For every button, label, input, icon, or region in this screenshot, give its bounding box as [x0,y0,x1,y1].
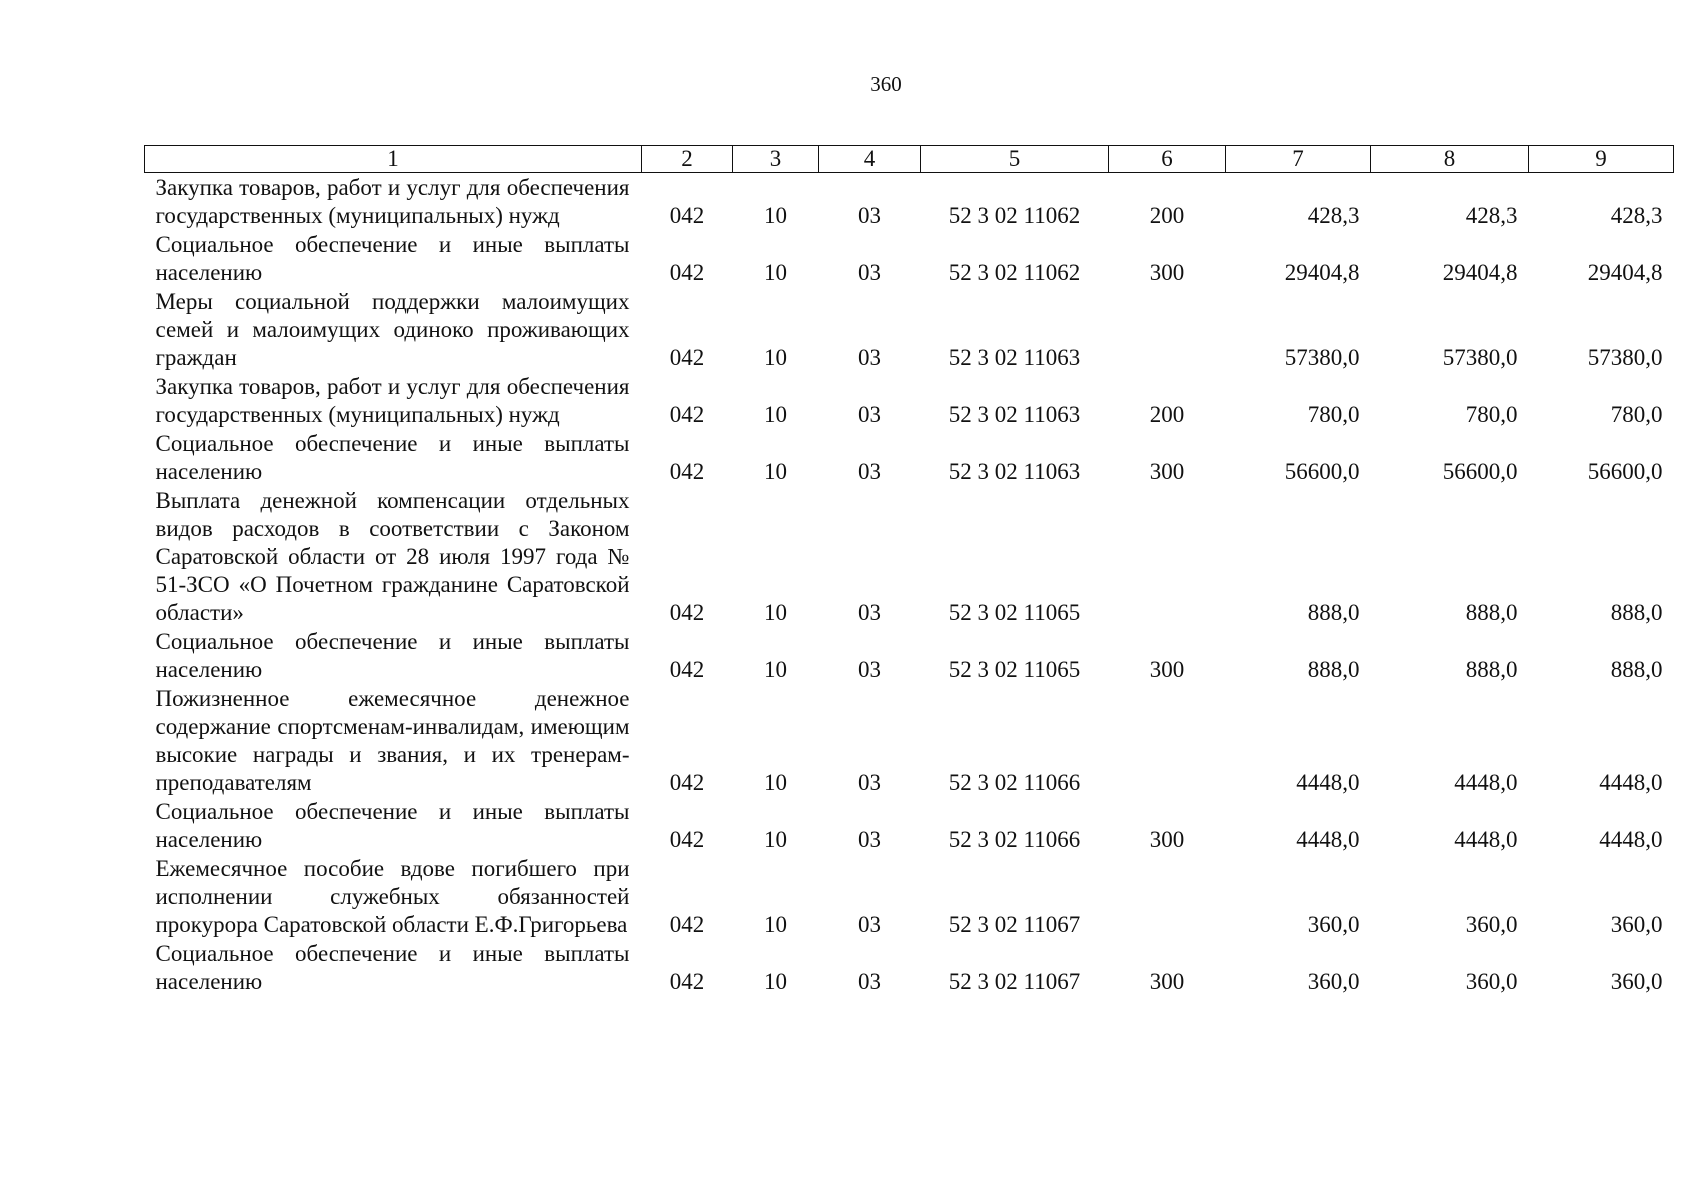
cell-expense-type: 200 [1149,203,1185,228]
cell-amount-9: 360,0 [1610,969,1663,994]
cell-amount-9: 29404,8 [1587,260,1663,285]
cell-expense-type [1109,854,1226,939]
cell-target-code: 52 3 02 11063 [948,459,1081,484]
row-description: Меры социальной поддержки малоимущих семей и малоимущих одиноко проживающих граждан [155,289,630,370]
header-col-6: 6 [1109,146,1226,173]
cell-amount-9: 4448,0 [1599,827,1663,852]
cell-amount-7: 4448,0 [1296,827,1360,852]
cell-amount-7: 780,0 [1307,402,1360,427]
cell-section: 10 [764,260,787,285]
cell-amount-8: 360,0 [1465,969,1518,994]
cell-amount-9: 56600,0 [1587,459,1663,484]
header-col-1: 1 [145,146,642,173]
cell-ministry: 042 [669,345,705,370]
cell-expense-type: 300 [1149,260,1185,285]
table-row [145,429,1674,486]
row-description: Закупка товаров, работ и услуг для обеспечения государственных (муниципальных) нужд [155,374,630,427]
table-row [145,230,1674,287]
cell-amount-8: 888,0 [1465,600,1518,625]
cell-subsection: 03 [858,600,881,625]
table-row [145,372,1674,429]
table-row [145,486,1674,627]
table-row [145,287,1674,372]
cell-amount-9: 428,3 [1610,203,1663,228]
cell-subsection: 03 [858,345,881,370]
budget-table [144,145,1674,996]
cell-ministry: 042 [669,260,705,285]
cell-amount-9: 888,0 [1610,657,1663,682]
cell-amount-7: 29404,8 [1284,260,1360,285]
cell-subsection: 03 [858,459,881,484]
cell-expense-type [1109,287,1226,372]
cell-expense-type: 200 [1149,402,1185,427]
cell-amount-7: 888,0 [1307,657,1360,682]
cell-target-code: 52 3 02 11062 [948,260,1081,285]
cell-subsection: 03 [858,203,881,228]
table-row [145,173,1674,231]
row-description: Выплата денежной компенсации отдельных видов расходов в соответствии с Законом Саратовской области от 28 июля 1997 года № 51-ЗСО «О Почетном гражданине Саратовской области» [155,488,630,625]
cell-subsection: 03 [858,969,881,994]
cell-ministry: 042 [669,402,705,427]
cell-expense-type [1109,684,1226,797]
cell-section: 10 [764,657,787,682]
cell-target-code: 52 3 02 11063 [948,402,1081,427]
cell-ministry: 042 [669,912,705,937]
cell-target-code: 52 3 02 11067 [948,912,1081,937]
table-row [145,939,1674,996]
header-col-9: 9 [1529,146,1674,173]
cell-section: 10 [764,345,787,370]
cell-amount-7: 428,3 [1307,203,1360,228]
cell-ministry: 042 [669,827,705,852]
row-description: Социальное обеспечение и иные выплаты населению [155,232,630,285]
cell-subsection: 03 [858,827,881,852]
cell-amount-8: 780,0 [1465,402,1518,427]
cell-amount-7: 360,0 [1307,969,1360,994]
cell-amount-7: 56600,0 [1284,459,1360,484]
cell-expense-type: 300 [1149,827,1185,852]
table-row [145,797,1674,854]
cell-amount-7: 360,0 [1307,912,1360,937]
cell-amount-8: 57380,0 [1442,345,1518,370]
cell-subsection: 03 [858,260,881,285]
cell-amount-8: 56600,0 [1442,459,1518,484]
cell-subsection: 03 [858,912,881,937]
cell-section: 10 [764,459,787,484]
header-col-2: 2 [642,146,733,173]
cell-ministry: 042 [669,459,705,484]
cell-ministry: 042 [669,600,705,625]
cell-expense-type: 300 [1149,969,1185,994]
cell-ministry: 042 [669,969,705,994]
cell-target-code: 52 3 02 11066 [948,827,1081,852]
cell-amount-8: 4448,0 [1454,770,1518,795]
cell-amount-7: 57380,0 [1284,345,1360,370]
cell-section: 10 [764,912,787,937]
row-description: Ежемесячное пособие вдове погибшего при исполнении служебных обязанностей прокурора Саратовской области Е.Ф.Григорьева [155,856,630,937]
row-description: Социальное обеспечение и иные выплаты населению [155,431,630,484]
cell-amount-8: 360,0 [1465,912,1518,937]
cell-ministry: 042 [669,203,705,228]
page-number: 360 [870,72,902,96]
header-col-8: 8 [1371,146,1529,173]
cell-expense-type [1109,486,1226,627]
cell-amount-9: 888,0 [1610,600,1663,625]
cell-amount-9: 780,0 [1610,402,1663,427]
header-col-3: 3 [733,146,819,173]
row-description: Социальное обеспечение и иные выплаты населению [155,799,630,852]
cell-ministry: 042 [669,770,705,795]
header-row [145,146,1674,173]
cell-section: 10 [764,600,787,625]
cell-amount-8: 29404,8 [1442,260,1518,285]
header-col-4: 4 [819,146,921,173]
cell-amount-7: 4448,0 [1296,770,1360,795]
cell-target-code: 52 3 02 11062 [948,203,1081,228]
cell-amount-9: 4448,0 [1599,770,1663,795]
row-description: Социальное обеспечение и иные выплаты населению [155,941,630,994]
budget-table-container [144,145,1674,996]
header-col-5: 5 [921,146,1109,173]
cell-amount-9: 360,0 [1610,912,1663,937]
cell-amount-7: 888,0 [1307,600,1360,625]
cell-target-code: 52 3 02 11065 [948,600,1081,625]
cell-amount-9: 57380,0 [1587,345,1663,370]
cell-amount-8: 888,0 [1465,657,1518,682]
cell-section: 10 [764,402,787,427]
row-description: Пожизненное ежемесячное денежное содержание спортсменам-инвалидам, имеющим высокие награды и звания, и их тренерам-преподавателям [155,686,630,795]
cell-subsection: 03 [858,402,881,427]
row-description: Социальное обеспечение и иные выплаты населению [155,629,630,682]
table-row [145,854,1674,939]
cell-subsection: 03 [858,770,881,795]
cell-subsection: 03 [858,657,881,682]
table-row [145,684,1674,797]
header-col-7: 7 [1226,146,1371,173]
cell-section: 10 [764,969,787,994]
cell-section: 10 [764,770,787,795]
cell-target-code: 52 3 02 11067 [948,969,1081,994]
table-row [145,627,1674,684]
cell-ministry: 042 [669,657,705,682]
cell-target-code: 52 3 02 11066 [948,770,1081,795]
cell-amount-8: 428,3 [1465,203,1518,228]
cell-target-code: 52 3 02 11063 [948,345,1081,370]
cell-section: 10 [764,827,787,852]
cell-expense-type: 300 [1149,459,1185,484]
cell-section: 10 [764,203,787,228]
cell-expense-type: 300 [1149,657,1185,682]
row-description: Закупка товаров, работ и услуг для обеспечения государственных (муниципальных) нужд [155,175,630,228]
cell-amount-8: 4448,0 [1454,827,1518,852]
cell-target-code: 52 3 02 11065 [948,657,1081,682]
